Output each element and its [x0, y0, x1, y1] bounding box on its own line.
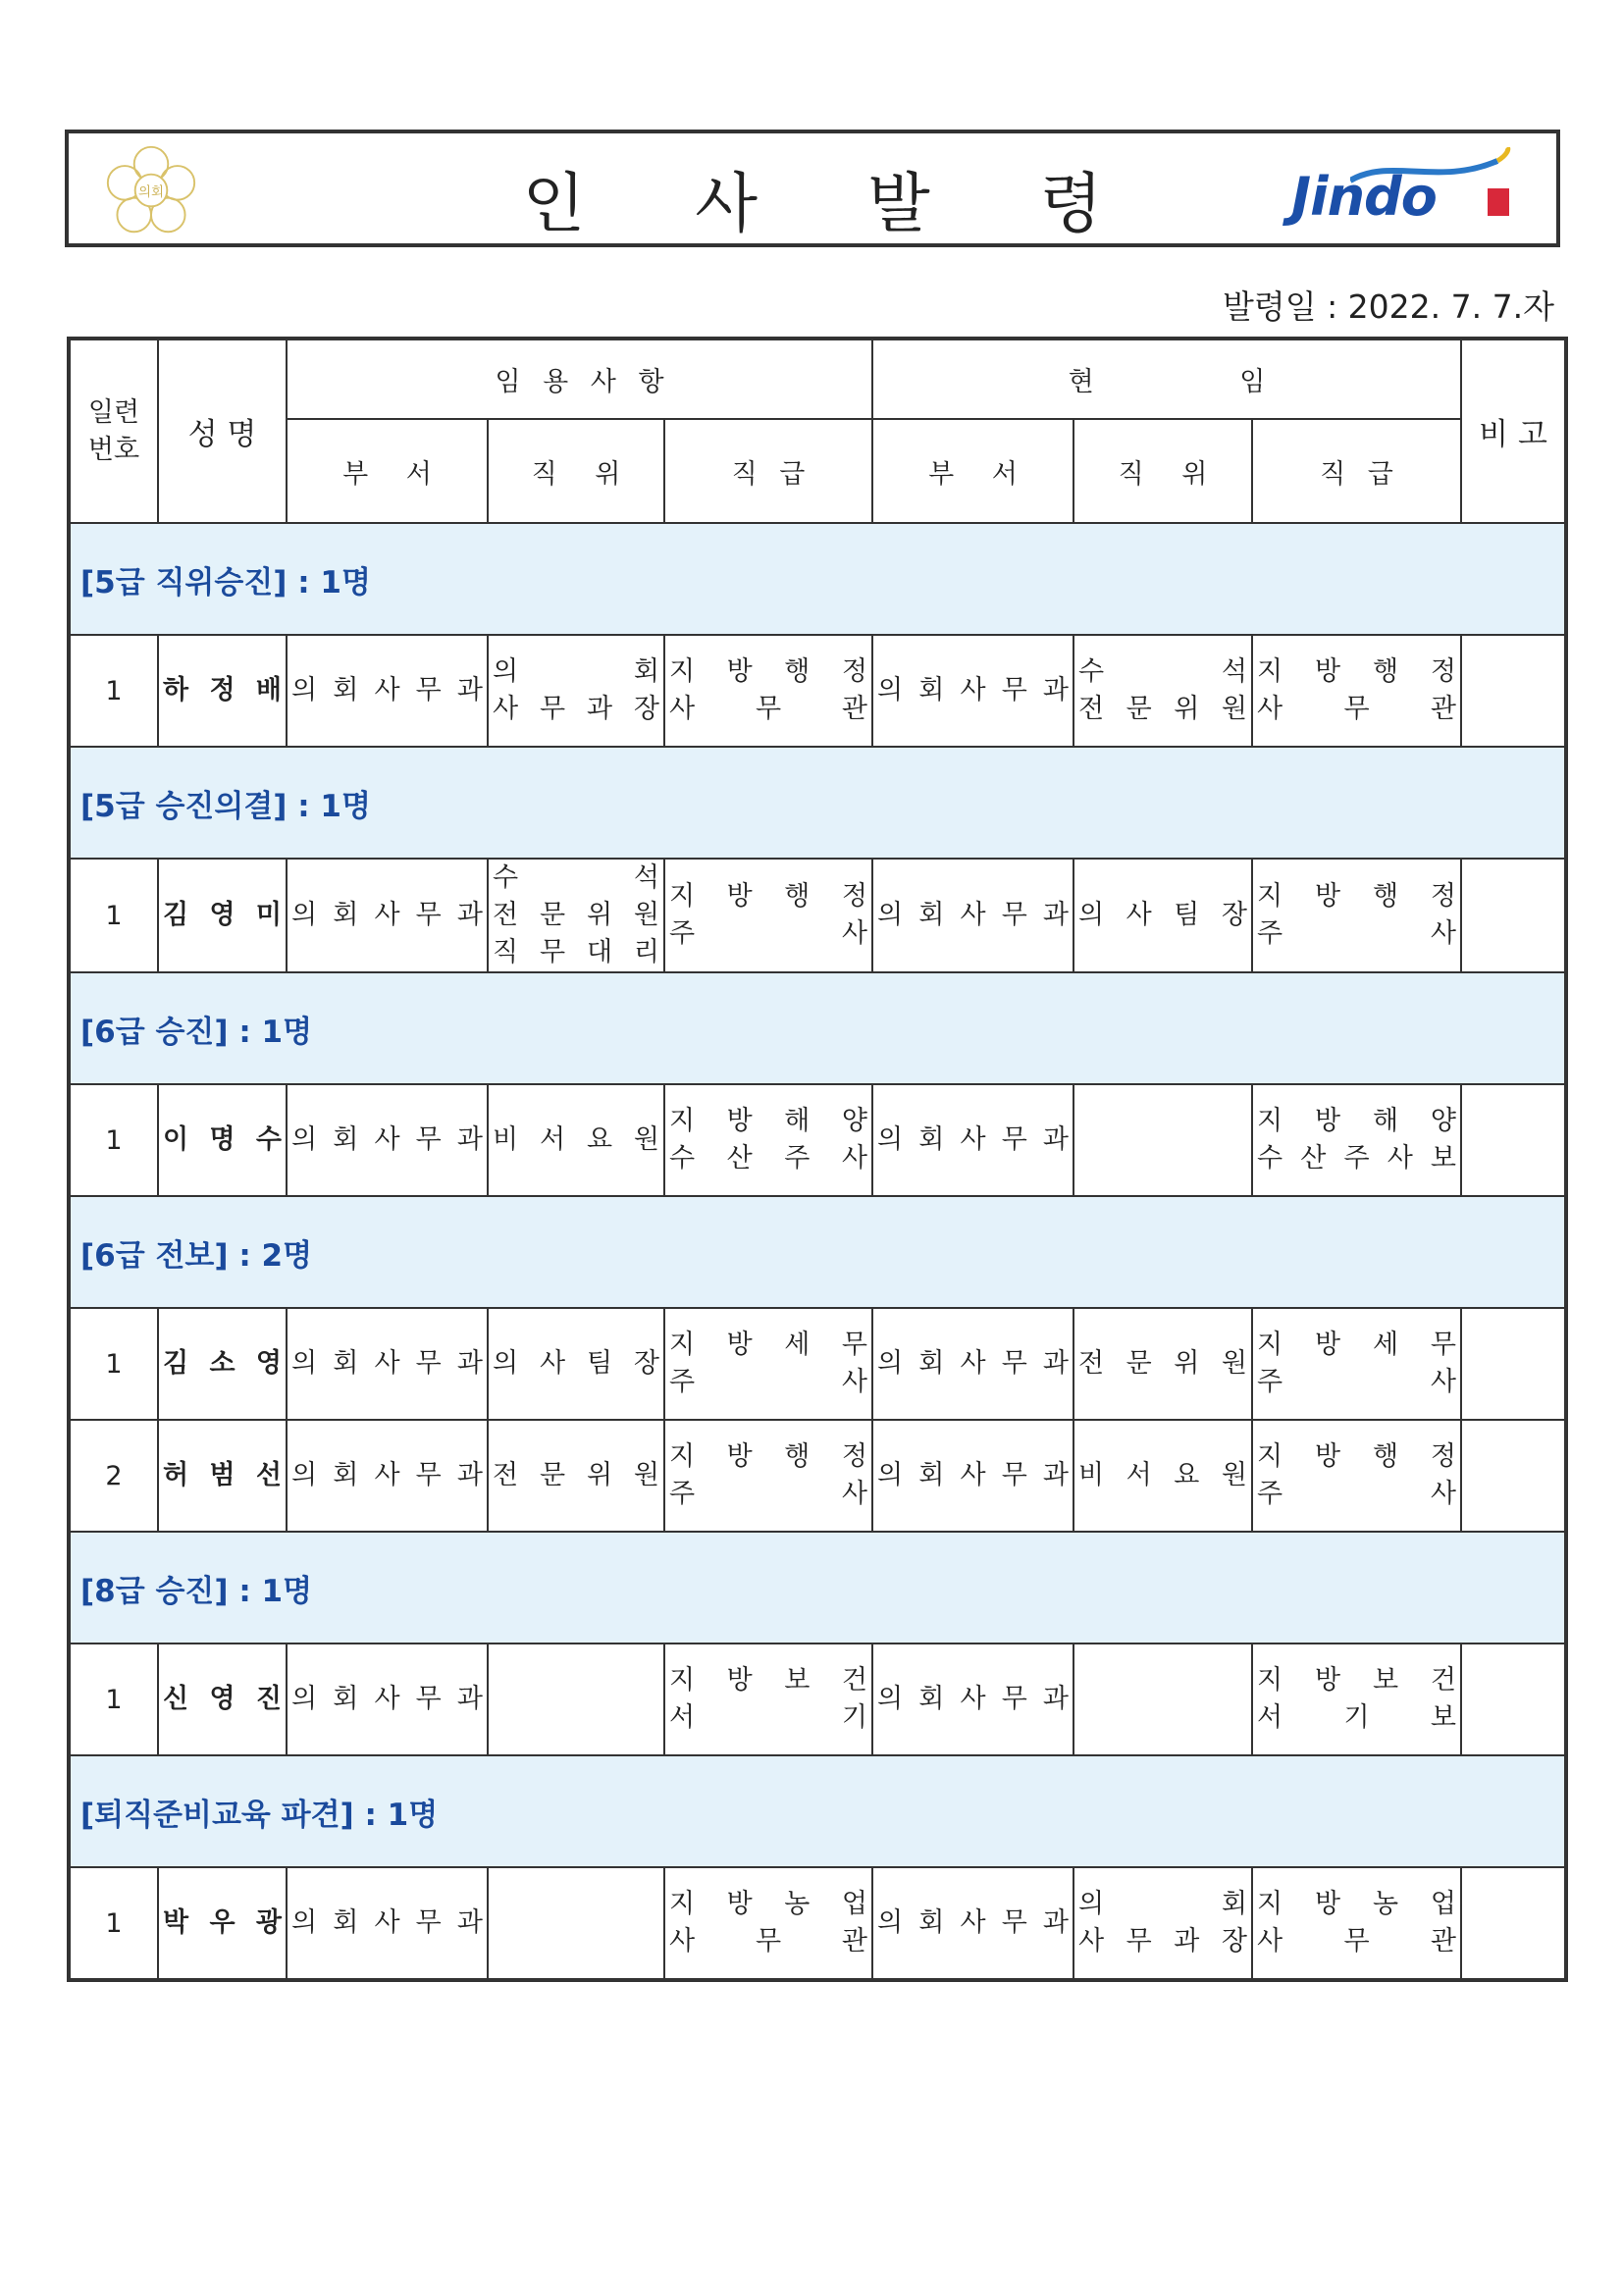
new-department-line: 의 회 사 무 과 — [291, 1124, 483, 1155]
current-position — [1073, 1867, 1252, 1980]
current-position-line: 비 서 요 원 — [1078, 1460, 1248, 1490]
new-grade-line: 수 산 주 사 — [669, 1143, 868, 1174]
header-serial: 일련 번호 — [69, 339, 158, 523]
new-department-line: 의 회 사 무 과 — [291, 1684, 483, 1714]
new-position — [488, 1420, 664, 1532]
new-grade — [664, 1420, 872, 1532]
new-position — [488, 635, 664, 747]
new-position-line: 의 회 — [493, 656, 659, 687]
person-name-text: 김 영 미 — [163, 900, 282, 930]
new-department-line: 의 회 사 무 과 — [291, 1907, 483, 1938]
current-position — [1073, 1644, 1252, 1755]
new-grade-line: 주 사 — [669, 1367, 868, 1397]
current-department — [872, 1867, 1073, 1980]
current-department — [872, 1420, 1073, 1532]
person-name — [158, 1084, 287, 1196]
new-position-line: 의 사 팀 장 — [493, 1348, 659, 1379]
section-header-row — [69, 1755, 1566, 1867]
current-position-line: 의 사 팀 장 — [1078, 900, 1248, 930]
new-position-line: 전 문 위 원 — [493, 1460, 659, 1490]
new-department — [287, 859, 488, 972]
new-grade-line: 지 방 농 업 — [669, 1889, 868, 1919]
jindo-logo: Jindo — [1291, 155, 1517, 234]
new-grade-line: 지 방 행 정 — [669, 881, 868, 912]
serial-number-text: 1 — [105, 900, 123, 931]
new-department — [287, 1308, 488, 1420]
person-name — [158, 859, 287, 972]
new-grade-line: 지 방 해 양 — [669, 1106, 868, 1136]
table-row — [69, 1420, 1566, 1532]
new-department — [287, 1420, 488, 1532]
current-position — [1073, 859, 1252, 972]
new-grade-line: 지 방 세 무 — [669, 1330, 868, 1360]
header-cur-position: 직 위 — [1073, 419, 1252, 523]
current-position-line: 사 무 과 장 — [1078, 1926, 1248, 1957]
new-position — [488, 1644, 664, 1755]
serial-number-text: 1 — [105, 1684, 123, 1715]
current-grade-line: 주 사 — [1257, 1479, 1457, 1509]
header-cur-grade: 직 급 — [1252, 419, 1461, 523]
remarks — [1461, 1420, 1566, 1532]
section-cell — [69, 523, 1566, 635]
current-grade-line: 지 방 보 건 — [1257, 1665, 1457, 1696]
serial-number — [69, 1867, 158, 1980]
current-grade — [1252, 1084, 1461, 1196]
current-department-line: 의 회 사 무 과 — [877, 675, 1070, 705]
person-name — [158, 1867, 287, 1980]
section-cell — [69, 972, 1566, 1084]
table-row — [69, 1644, 1566, 1755]
new-grade — [664, 1084, 872, 1196]
current-department — [872, 859, 1073, 972]
section-header-row — [69, 1196, 1566, 1308]
table-row — [69, 1084, 1566, 1196]
serial-number — [69, 1084, 158, 1196]
serial-number-text: 1 — [105, 1348, 123, 1380]
logo-red-mark — [1488, 188, 1509, 216]
current-grade-line: 지 방 세 무 — [1257, 1330, 1457, 1360]
current-grade — [1252, 1867, 1461, 1980]
new-department — [287, 1084, 488, 1196]
issue-date: 발령일 : 2022. 7. 7.자 — [1222, 287, 1554, 326]
current-grade-line: 지 방 농 업 — [1257, 1889, 1457, 1919]
person-name-text: 허 범 선 — [163, 1460, 282, 1490]
current-grade — [1252, 1308, 1461, 1420]
serial-number — [69, 1644, 158, 1755]
header-new-grade: 직 급 — [664, 419, 872, 523]
current-position — [1073, 635, 1252, 747]
serial-number — [69, 635, 158, 747]
header-appointment: 임 용 사 항 — [287, 339, 872, 419]
section-cell — [69, 747, 1566, 859]
new-grade-line: 지 방 행 정 — [669, 656, 868, 687]
new-grade — [664, 1308, 872, 1420]
current-position — [1073, 1084, 1252, 1196]
new-department — [287, 1644, 488, 1755]
remarks — [1461, 1308, 1566, 1420]
table-row — [69, 635, 1566, 747]
serial-number-text: 2 — [105, 1460, 123, 1491]
current-position-line: 전 문 위 원 — [1078, 1348, 1248, 1379]
new-department-line: 의 회 사 무 과 — [291, 1460, 483, 1490]
person-name — [158, 1644, 287, 1755]
person-name — [158, 1308, 287, 1420]
new-department — [287, 635, 488, 747]
serial-number — [69, 1308, 158, 1420]
person-name — [158, 635, 287, 747]
person-name-text: 하 정 배 — [163, 675, 282, 705]
new-position-line: 직 무 대 리 — [493, 937, 659, 967]
new-department-line: 의 회 사 무 과 — [291, 900, 483, 930]
header-remarks: 비 고 — [1461, 339, 1566, 523]
new-grade-line: 주 사 — [669, 1479, 868, 1509]
current-grade — [1252, 1420, 1461, 1532]
current-department-line: 의 회 사 무 과 — [877, 900, 1070, 930]
section-header-row — [69, 1532, 1566, 1644]
section-cell — [69, 1532, 1566, 1644]
document-header — [65, 130, 1560, 247]
current-grade-line: 주 사 — [1257, 918, 1457, 949]
section-cell — [69, 1196, 1566, 1308]
new-grade-line: 서 기 — [669, 1702, 868, 1733]
remarks — [1461, 1867, 1566, 1980]
current-position-line: 전 문 위 원 — [1078, 694, 1248, 724]
new-grade-line: 주 사 — [669, 918, 868, 949]
new-grade — [664, 859, 872, 972]
serial-number-text: 1 — [105, 1124, 123, 1156]
new-position — [488, 1084, 664, 1196]
current-grade-line: 주 사 — [1257, 1367, 1457, 1397]
new-grade-line: 사 무 관 — [669, 1926, 868, 1957]
person-name-text: 신 영 진 — [163, 1684, 282, 1714]
current-department-line: 의 회 사 무 과 — [877, 1124, 1070, 1155]
current-grade-line: 지 방 행 정 — [1257, 881, 1457, 912]
new-department-line: 의 회 사 무 과 — [291, 1348, 483, 1379]
section-cell — [69, 1755, 1566, 1867]
new-grade — [664, 635, 872, 747]
current-position-line: 의 회 — [1078, 1889, 1248, 1919]
new-grade — [664, 1644, 872, 1755]
table-row — [69, 1308, 1566, 1420]
current-grade-line: 지 방 해 양 — [1257, 1106, 1457, 1136]
new-position — [488, 1308, 664, 1420]
document-title: 인사발령 — [522, 166, 1213, 241]
new-department — [287, 1867, 488, 1980]
current-grade-line: 사 무 관 — [1257, 1926, 1457, 1957]
current-grade-line: 수 산 주 사 보 — [1257, 1143, 1457, 1174]
new-grade — [664, 1867, 872, 1980]
new-grade-line: 사 무 관 — [669, 694, 868, 724]
section-title: [5급 직위승진] : 1명 — [80, 564, 371, 600]
new-position-line: 수 석 — [493, 862, 659, 893]
current-grade — [1252, 859, 1461, 972]
section-header-row — [69, 972, 1566, 1084]
serial-number — [69, 859, 158, 972]
section-header-row — [69, 747, 1566, 859]
current-department — [872, 1084, 1073, 1196]
serial-number — [69, 1420, 158, 1532]
section-title: [5급 승진의결] : 1명 — [80, 788, 371, 824]
current-department — [872, 1308, 1073, 1420]
new-grade-line: 지 방 보 건 — [669, 1665, 868, 1696]
section-title: [퇴직준비교육 파견] : 1명 — [80, 1797, 439, 1833]
person-name-text: 이 명 수 — [163, 1124, 282, 1155]
current-grade-line: 지 방 행 정 — [1257, 656, 1457, 687]
current-department-line: 의 회 사 무 과 — [877, 1907, 1070, 1938]
current-department-line: 의 회 사 무 과 — [877, 1684, 1070, 1714]
person-name-text: 박 우 광 — [163, 1907, 282, 1938]
section-title: [6급 승진] : 1명 — [80, 1014, 313, 1050]
current-position — [1073, 1308, 1252, 1420]
table-row — [69, 859, 1566, 972]
current-department-line: 의 회 사 무 과 — [877, 1348, 1070, 1379]
personnel-table — [67, 337, 1568, 1982]
svg-text:의회: 의회 — [138, 184, 164, 200]
section-title: [6급 전보] : 2명 — [80, 1237, 313, 1274]
new-position — [488, 859, 664, 972]
new-position-line: 전 문 위 원 — [493, 900, 659, 930]
remarks — [1461, 1644, 1566, 1755]
section-header-row — [69, 523, 1566, 635]
person-name-text: 김 소 영 — [163, 1348, 282, 1379]
header-new-position: 직 위 — [488, 419, 664, 523]
serial-number-text: 1 — [105, 1907, 123, 1939]
person-name — [158, 1420, 287, 1532]
new-department-line: 의 회 사 무 과 — [291, 675, 483, 705]
current-grade — [1252, 635, 1461, 747]
current-grade-line: 지 방 행 정 — [1257, 1441, 1457, 1472]
remarks — [1461, 635, 1566, 747]
header-new-dept: 부 서 — [287, 419, 488, 523]
serial-number-text: 1 — [105, 675, 123, 706]
current-department — [872, 1644, 1073, 1755]
current-position — [1073, 1420, 1252, 1532]
header-name: 성 명 — [158, 339, 287, 523]
new-position-line: 사 무 과 장 — [493, 694, 659, 724]
remarks — [1461, 1084, 1566, 1196]
header-cur-dept: 부 서 — [872, 419, 1073, 523]
table-row — [69, 1867, 1566, 1980]
current-department — [872, 635, 1073, 747]
header-current: 현 임 — [872, 339, 1461, 419]
section-title: [8급 승진] : 1명 — [80, 1573, 313, 1609]
current-grade — [1252, 1644, 1461, 1755]
current-grade-line: 사 무 관 — [1257, 694, 1457, 724]
remarks — [1461, 859, 1566, 972]
new-position-line: 비 서 요 원 — [493, 1124, 659, 1155]
new-grade-line: 지 방 행 정 — [669, 1441, 868, 1472]
new-position — [488, 1867, 664, 1980]
current-position-line: 수 석 — [1078, 656, 1248, 687]
current-grade-line: 서 기 보 — [1257, 1702, 1457, 1733]
current-department-line: 의 회 사 무 과 — [877, 1460, 1070, 1490]
